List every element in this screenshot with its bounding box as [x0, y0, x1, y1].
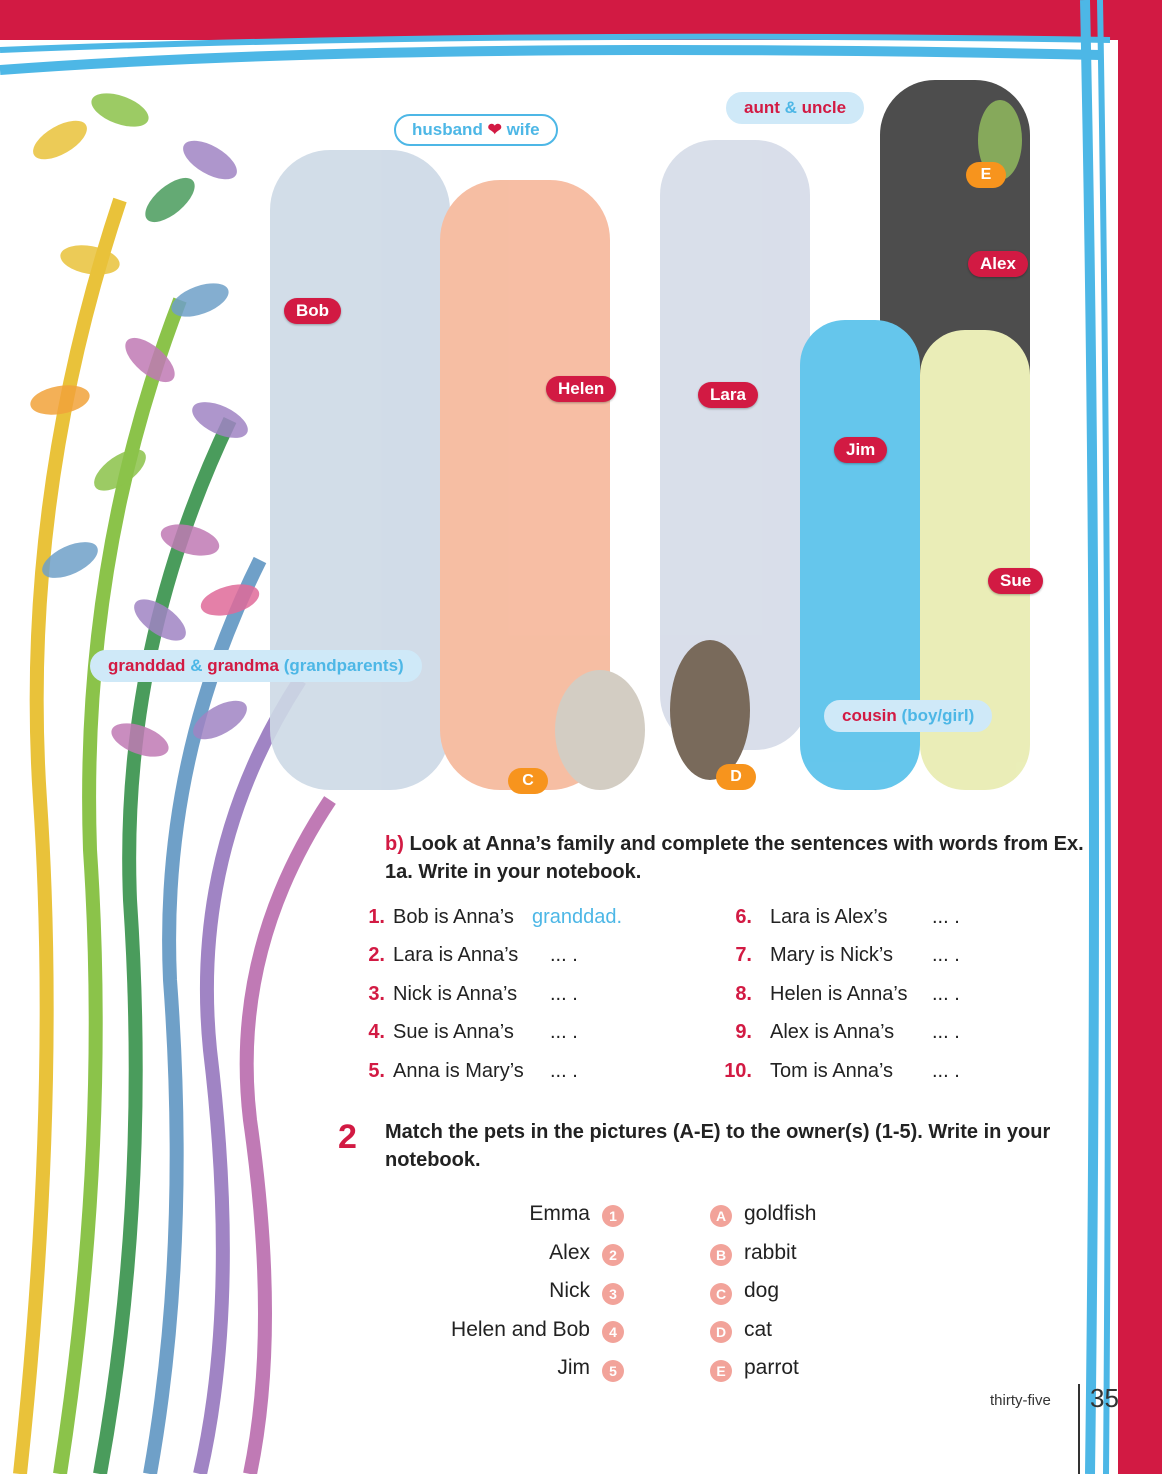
- pet-letter-a: A: [710, 1205, 732, 1227]
- exercise-2-instruction: Match the pets in the pictures (A-E) to the owner(s) (1-5). Write in your notebook.: [385, 1121, 1051, 1171]
- answer-example: granddad.: [532, 906, 623, 928]
- page-divider: [1078, 1384, 1080, 1474]
- name-tag-helen: Helen: [546, 376, 616, 402]
- pet-goldfish: goldfish: [744, 1202, 817, 1225]
- owner-number-1: 1: [602, 1205, 624, 1227]
- pet-rabbit: rabbit: [744, 1241, 797, 1264]
- name-tag-sue: Sue: [988, 568, 1043, 594]
- wife-word: wife: [506, 120, 540, 139]
- pet-cat: cat: [744, 1318, 773, 1341]
- owner-helen-and-bob: Helen and Bob: [451, 1318, 590, 1341]
- owner-nick: Nick: [549, 1279, 590, 1302]
- owner-number-5: 5: [602, 1360, 624, 1382]
- heart-icon: ❤: [487, 120, 502, 139]
- exercise-b-label: b): [385, 833, 404, 855]
- page-number: 35: [1090, 1383, 1119, 1413]
- owner-number-2: 2: [602, 1244, 624, 1266]
- husband-wife-label: [394, 114, 558, 146]
- pet-letter-c: C: [710, 1283, 732, 1305]
- owner-jim: Jim: [557, 1356, 590, 1379]
- name-tag-lara: Lara: [698, 382, 758, 408]
- name-tag-bob: Bob: [284, 298, 341, 324]
- pet-tag-d: D: [716, 764, 756, 790]
- pet-letter-d: D: [710, 1321, 732, 1343]
- pet-dog: dog: [744, 1279, 780, 1302]
- cousin-label: cousin (boy/girl): [824, 700, 992, 732]
- pet-letter-b: B: [710, 1244, 732, 1266]
- pet-tag-c: C: [508, 768, 548, 794]
- pet-parrot: parrot: [744, 1356, 799, 1379]
- name-tag-jim: Jim: [834, 437, 887, 463]
- exercise-b-text: Look at Anna’s family and complete the sentences with words from Ex. 1a. Write in your notebook.: [385, 833, 1084, 883]
- owner-number-3: 3: [602, 1283, 624, 1305]
- family-photo: [270, 80, 1030, 790]
- page-number-words: thirty-five: [990, 1392, 1051, 1409]
- exercise-2-number: 2: [338, 1118, 357, 1156]
- pet-tag-e: E: [966, 162, 1006, 188]
- pet-letter-e: E: [710, 1360, 732, 1382]
- husband-word: husband: [412, 120, 483, 139]
- owner-alex: Alex: [549, 1241, 590, 1264]
- name-tag-alex: Alex: [968, 251, 1028, 277]
- grandparents-label: granddad & grandma (grandparents): [90, 650, 422, 682]
- owner-emma: Emma: [529, 1202, 590, 1225]
- aunt-uncle-label: aunt & uncle: [726, 92, 864, 124]
- exercise-b-instruction: [385, 830, 1085, 886]
- owner-number-4: 4: [602, 1321, 624, 1343]
